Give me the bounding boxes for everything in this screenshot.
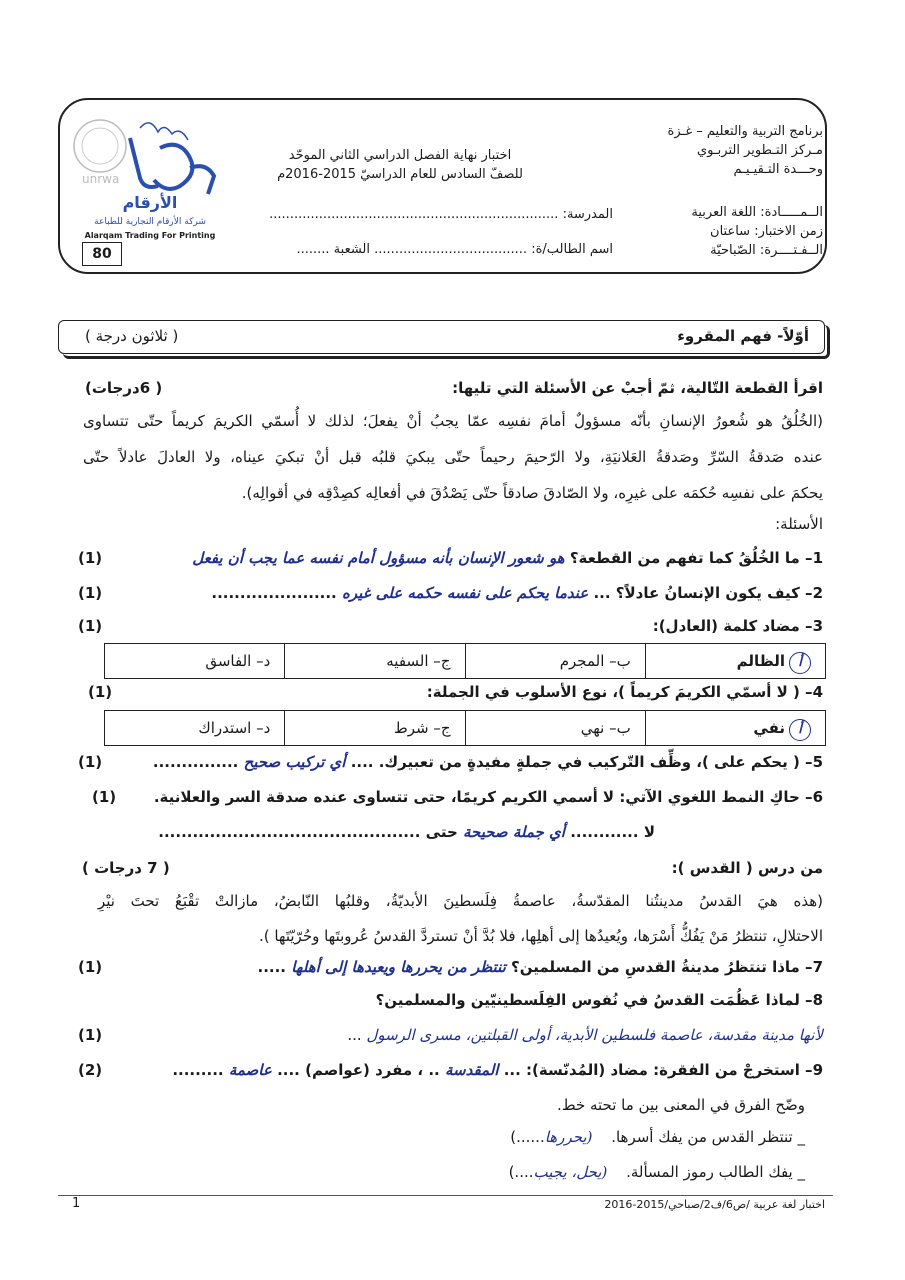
diff-item-1-dots: ......): [510, 1128, 545, 1146]
choice-4-a-text: نفي: [753, 719, 785, 737]
question-6-dots-a: ............: [570, 823, 639, 841]
question-9-mid: ، مفرد (عواصم): [305, 1061, 424, 1079]
question-8-answer-line: [347, 1026, 823, 1044]
choice-3-a[interactable]: [645, 644, 825, 678]
question-9-marks: (2): [78, 1061, 103, 1079]
diff-item-2: [509, 1163, 805, 1181]
question-5-dots-a: ....: [350, 753, 374, 771]
question-1-text: 1– ما الخُلُقُ كما تفهم من القطعة؟: [569, 549, 823, 567]
question-9-answer-a: المقدسة: [444, 1061, 499, 1079]
choice-3-c[interactable]: ج– السفيه: [284, 644, 464, 678]
question-4-choices: [104, 710, 826, 746]
question-6-answer-tail: حتى: [425, 823, 458, 841]
section-label: الشعبة: [333, 242, 371, 257]
passage-2-marks: ( 7 درجات ): [82, 859, 170, 877]
diff-item-2-answer: (يحل، يجيب: [533, 1163, 608, 1181]
school-field: [269, 205, 613, 224]
question-8-text: 8– لماذا عَظُمَت القدسُ في نُفوس الفِلَسطينيّين والمسلمين؟: [375, 991, 823, 1009]
page-number: 1: [72, 1196, 81, 1211]
question-5-answer: أي تركيب صحيح: [243, 753, 346, 771]
passage-2-line-1: (هذه هيَ القدسُ مدينتُنا المقدّسةُ، عاصمةُ فِلَسطينَ الأبديّةُ، وقلبُها النّابضُ، مازالتْ تقْبَعُ تحتَ نيْرِ: [98, 892, 823, 910]
question-6-text: 6– حاكِ النمط اللغوي الآتي: لا أسمي الكريم كريمًا، حتى تتساوى عنده صدقة السر والعلانية.: [153, 788, 823, 806]
org-line-2: مـركز التـطوير التربـوي: [696, 143, 823, 158]
section-title: أوّلاً- فهم المقروء: [677, 327, 809, 345]
question-7-text: 7– ماذا تنتظرُ مدينةُ القدسِ من المسلمين؟: [511, 958, 823, 976]
choice-4-b[interactable]: ب– نهي: [465, 711, 645, 745]
diff-title: وضّح الفرق في المعنى بين ما تحته خط.: [556, 1096, 805, 1114]
printer-logo: [70, 108, 230, 248]
school-dots: ......................................................................: [269, 207, 559, 222]
section-marks: ( ثلاثون درجة ): [85, 327, 179, 345]
logo-company-ar: شركة الأرقام التجارية للطباعة: [94, 217, 206, 227]
diff-item-1: [510, 1128, 805, 1146]
exam-title-line-2: للصفّ السادس للعام الدراسيّ 2015-2016م: [277, 167, 523, 182]
choice-3-b[interactable]: ب– المجرم: [465, 644, 645, 678]
org-line-1: برنامج التربية والتعليم – غـزة: [667, 124, 823, 139]
question-2: [211, 584, 823, 602]
question-7-answer: تنتظر من يحررها ويعيدها إلى أهلها: [291, 958, 506, 976]
circled-letter-icon: أ: [789, 652, 811, 674]
subject-block: [691, 203, 823, 260]
question-9-dots-b: ..: [428, 1061, 440, 1079]
diff-item-1-answer: (يحررها: [544, 1128, 593, 1146]
choice-4-c[interactable]: ج– شرط: [284, 711, 464, 745]
passage-2-intro: من درس ( القدس ):: [671, 859, 823, 877]
question-2-text: 2– كيف يكون الإنسانُ عادلاً؟: [615, 584, 823, 602]
question-6-answer: أي جملة صحيحة: [462, 823, 565, 841]
question-9-text: 9– استخرجْ من الفقرة: مضاد (المُدنّسة):: [526, 1061, 823, 1079]
section-dots: ........: [296, 242, 330, 257]
questions-label: الأسئلة:: [775, 515, 823, 533]
question-1-marks: (1): [78, 549, 103, 567]
question-6-prefix: لا: [643, 823, 655, 841]
school-label: المدرسة:: [562, 207, 613, 222]
passage-marks: ( 6درجات): [85, 379, 163, 397]
question-2-dots-a: ...: [593, 584, 611, 602]
question-6-dots-b: ..............................................: [158, 823, 421, 841]
question-4-text: 4– ( لا أسمّي الكريمَ كريماً )، نوع الأسلوب في الجملة:: [426, 683, 823, 701]
question-3-choices: [104, 643, 826, 679]
footer-ref: اختبار لغة عربية /ص6/ف2/صباحي/2015-2016: [604, 1198, 825, 1211]
question-2-answer: عندما يحكم على نفسه حكمه على غيره: [342, 584, 589, 602]
un-stamp-text: unrwa: [82, 172, 120, 186]
question-3-marks: (1): [78, 617, 103, 635]
passage-line-1: (الخُلُقُ هو شُعورُ الإنسانِ بأنّه مسؤولٌ أمامَ نفسِه عمّا يجبُ أنْ يفعلَ؛ لذلك لا أُسمّي الكريمَ كريماً حتّى تتساوى: [83, 412, 823, 430]
passage-line-2: عنده صَدقةُ السّرِّ وصَدقةُ العَلانيَةِ، ولا الرّحيمَ رحيماً حتّى يبكيَ قلبُه قبل أنْ تبكيَ عيناه، ولا العادلَ عادلاً حتّى: [83, 448, 823, 466]
circled-letter-icon: أ: [789, 719, 811, 741]
subject-label: الــمـــــادة: اللغة العربية: [691, 205, 823, 220]
passage-2-line-2: الاحتلالِ، تنتظرُ مَنْ يَفُكُّ أَسْرَها، ويُعيدُها إلى أهلِها، فلا بُدَّ أنْ تستردَّ القدسُ عُروبتَها وحُرّيّتَها ).: [258, 927, 823, 945]
question-7-marks: (1): [78, 958, 103, 976]
question-2-marks: (1): [78, 584, 103, 602]
question-5-marks: (1): [78, 753, 103, 771]
footer-divider: [58, 1195, 833, 1196]
question-3-text: 3– مضاد كلمة (العادل):: [652, 617, 823, 635]
exam-title-line-1: اختبار نهاية الفصل الدراسي الثاني الموحّد: [288, 148, 512, 163]
question-1-answer: هو شعور الإنسان بأنه مسؤول أمام نفسه عما يجب أن يفعل: [192, 549, 565, 567]
question-5-dots-b: ...............: [152, 753, 239, 771]
diff-item-2-text: _ يفك الطالب رموز المسألة.: [626, 1163, 805, 1181]
logo-company-en: Alarqam Trading For Printing: [84, 231, 216, 240]
question-8-answer: لأنها مدينة مقدسة، عاصمة فلسطين الأبدية، أولى القبلتين، مسرى الرسول: [366, 1026, 823, 1044]
question-7-dots: .....: [257, 958, 287, 976]
question-5-text: 5– ( يحكم على )، وظِّف التّركيب في جملةٍ مفيدةٍ من تعبيرك.: [378, 753, 823, 771]
question-9-dots-d: .........: [172, 1061, 224, 1079]
choice-3-d[interactable]: د– الفاسق: [205, 652, 271, 670]
student-field: [296, 240, 613, 259]
question-9-dots-c: ....: [277, 1061, 300, 1079]
passage-line-3: يحكمَ على نفسِه حُكمَه على غيرِه، ولا الصّادقَ صادقاً حتّى يَصْدُقَ في أفعالِه كصِدْقِه في أقوالِه).: [241, 484, 823, 502]
choice-4-d[interactable]: د– استدراك: [198, 719, 271, 737]
choice-3-a-text: الظالم: [736, 652, 785, 670]
question-9-dots-a: ...: [503, 1061, 521, 1079]
question-2-dots-b: ......................: [211, 584, 337, 602]
student-dots: .....................................: [374, 242, 528, 257]
question-6-answer-line: [158, 823, 655, 841]
exam-title: [270, 146, 530, 184]
question-7: [258, 958, 823, 976]
org-line-3: وحـــدة التـقيـيـم: [733, 162, 823, 177]
question-8-marks: (1): [78, 1026, 103, 1044]
question-9-answer-b: عاصمة: [228, 1061, 272, 1079]
logo-text: الأرقام: [122, 193, 178, 212]
logo-graphic-icon: [70, 108, 230, 248]
diff-item-2-dots: ....): [508, 1163, 534, 1181]
question-8-dots: ...: [347, 1026, 362, 1044]
question-6-marks: (1): [92, 788, 117, 806]
question-1: [192, 549, 823, 567]
period-label: الــفـتــــرة: الصّباحيّة: [710, 243, 823, 258]
choice-4-a[interactable]: [645, 711, 825, 745]
student-label: اسم الطالب/ة:: [531, 242, 613, 257]
question-4-marks: (1): [88, 683, 113, 701]
question-5: [153, 753, 823, 771]
total-score-box: 80: [82, 242, 122, 266]
header-org: [668, 122, 823, 179]
diff-item-1-text: _ تنتظر القدس من يفك أسرها.: [611, 1128, 805, 1146]
question-9: [172, 1061, 823, 1079]
exam-time-label: زمن الاختبار: ساعتان: [710, 224, 823, 239]
passage-instruction: اقرأ القطعة التّالية، ثمّ أجبْ عن الأسئلة التي تليها:: [452, 379, 823, 397]
